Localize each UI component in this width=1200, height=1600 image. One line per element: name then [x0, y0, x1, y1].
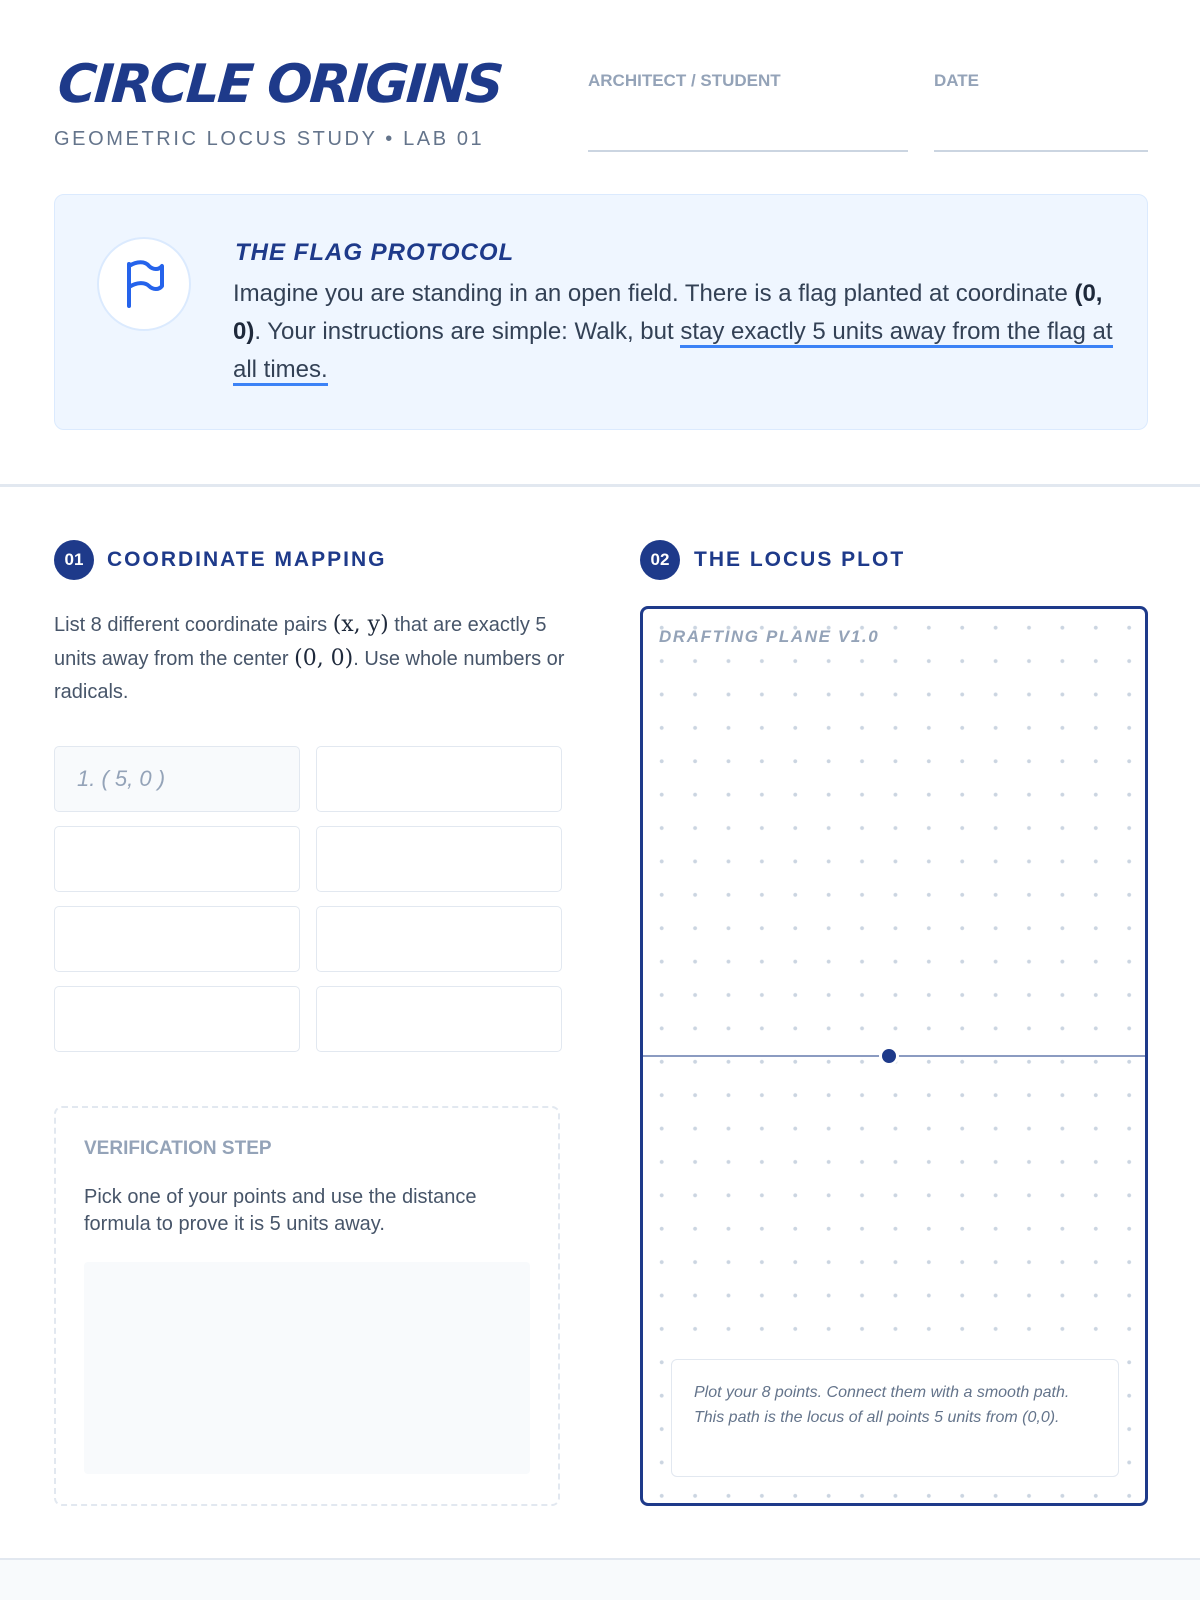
date-field-label: DATE: [934, 71, 980, 90]
section-title-coordinate-mapping: COORDINATE MAPPING: [107, 548, 387, 571]
coordinate-answer-field[interactable]: 1. ( 5, 0 ): [54, 746, 300, 812]
section-number-badge: 01: [54, 540, 94, 580]
drafting-plane[interactable]: [640, 606, 1148, 1506]
math-origin: (0, 0): [294, 646, 354, 671]
student-field-label: ARCHITECT / STUDENT: [588, 71, 781, 90]
verification-title: VERIFICATION STEP: [84, 1138, 272, 1159]
date-field[interactable]: [934, 150, 1148, 152]
coordinate-answer-field[interactable]: [54, 826, 300, 892]
coordinate-answer-field[interactable]: [54, 986, 300, 1052]
coordinate-answer-field[interactable]: [316, 906, 562, 972]
protocol-title: THE FLAG PROTOCOL: [235, 239, 515, 266]
flag-coordinate: (0, 0): [233, 280, 1103, 345]
origin-point: [879, 1046, 899, 1066]
flag-protocol-card: [54, 194, 1148, 430]
page-bottom-rule: [0, 1558, 1200, 1560]
plot-instructions-note: Plot your 8 points. Connect them with a smooth path. This path is the locus of all points 5 units from (0,0).: [671, 1359, 1119, 1477]
coordinate-answer-field[interactable]: [316, 986, 562, 1052]
section-number-badge: 02: [640, 540, 680, 580]
section-title-locus-plot: THE LOCUS PLOT: [694, 548, 906, 571]
flag-icon: [121, 260, 167, 308]
drafting-plane-label: DRAFTING PLANE V1.0: [659, 627, 880, 646]
math-xy: (x, y): [332, 612, 389, 637]
coordinate-answer-field[interactable]: [316, 826, 562, 892]
protocol-highlight: stay exactly 5 units away from the flag at all times.: [233, 318, 1113, 386]
flag-badge: [97, 237, 191, 331]
mapping-instructions: List 8 different coordinate pairs (x, y) that are exactly 5 units away from the center (0, 0). Use whole numbers or radicals.: [54, 612, 565, 703]
coordinate-answer-field[interactable]: [316, 746, 562, 812]
section-divider: [0, 484, 1200, 487]
coordinate-answer-field[interactable]: [54, 906, 300, 972]
verification-work-area[interactable]: [84, 1262, 530, 1474]
student-name-field[interactable]: [588, 150, 908, 152]
protocol-text: Imagine you are standing in an open field. There is a flag planted at coordinate (0, 0). Your instructions are simple: Walk, but stay exactly 5 units away from the flag at all times.: [233, 275, 1113, 389]
verification-box: [54, 1106, 560, 1506]
page-title: CIRCLE ORIGINS: [55, 54, 504, 115]
verification-text: Pick one of your points and use the distance formula to prove it is 5 units away.: [84, 1186, 477, 1235]
page-subtitle: GEOMETRIC LOCUS STUDY • LAB 01: [54, 128, 485, 150]
